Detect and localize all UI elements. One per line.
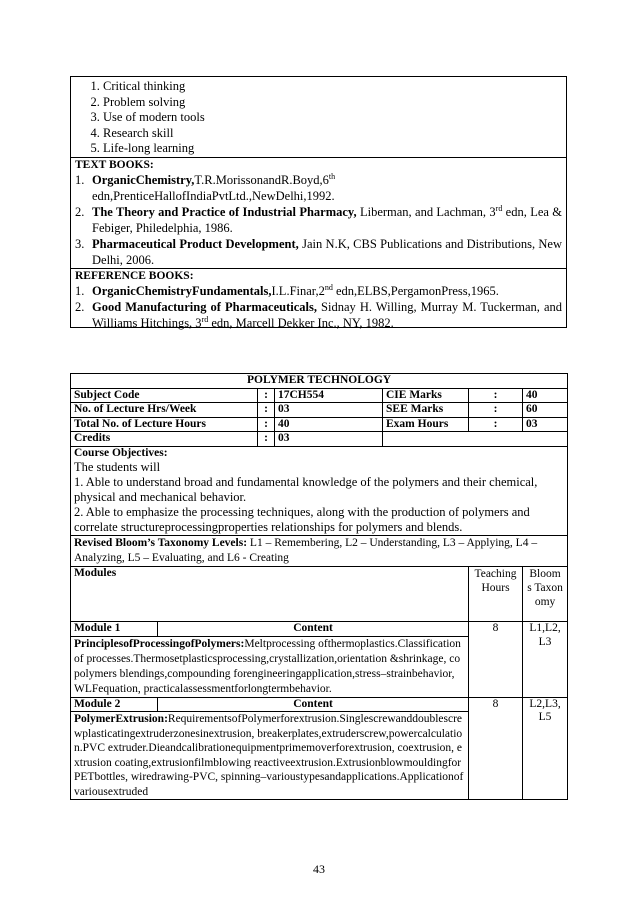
list-item: 4. Research skill	[103, 126, 566, 142]
bloom-header: Bloom s Taxonomy	[523, 567, 568, 622]
row-value: 40	[523, 388, 568, 403]
list-item: 1. Critical thinking	[103, 79, 566, 95]
row-value: 03	[275, 432, 383, 447]
teaching-hours-header: Teaching Hours	[469, 567, 523, 622]
row-label: Total No. of Lecture Hours	[71, 417, 258, 432]
colon: :	[469, 403, 523, 418]
objectives-intro: The students will	[74, 460, 161, 474]
outcomes-books-box	[70, 76, 567, 328]
course-title: POLYMER TECHNOLOGY	[71, 374, 568, 389]
row-value: 03	[275, 403, 383, 418]
reference-book-item	[75, 299, 562, 331]
row-value: 60	[523, 403, 568, 418]
item-number: 2.	[75, 204, 85, 219]
bloom-heading: Revised Bloom’s Taxonomy Levels:	[74, 537, 248, 549]
module-text: Meltprocessing ofthermoplastics.Classificationof processes.Thermosetplasticsprocessing,crystallization,orientation &shrinkage, copolymers blendings,compounding forengineeringapplication,stress–strainbehavior,WLFequation, practicalassessmentforlongtermbehavior.	[74, 637, 461, 695]
book-details: edn,ELBS,PergamonPress,1965.	[332, 283, 499, 298]
row-label: Subject Code	[71, 388, 258, 403]
module-content	[71, 712, 469, 800]
book-details: edn, Marcell Dekker Inc., NY, 1982.	[208, 315, 394, 330]
superscript: th	[328, 171, 336, 181]
text-book-item	[75, 172, 562, 204]
text-book-item	[75, 204, 562, 236]
book-details: edn,PrenticeHallofIndiaPvtLtd.,NewDelhi,1992.	[92, 188, 335, 203]
bloom-levels	[71, 536, 568, 567]
book-title: OrganicChemistry,	[92, 172, 195, 187]
table-row	[71, 417, 568, 432]
colon: :	[258, 388, 275, 403]
colon: :	[258, 432, 275, 447]
page-number: 43	[313, 862, 325, 876]
item-number: 1.	[75, 283, 85, 298]
colon: :	[469, 417, 523, 432]
course-table	[70, 373, 568, 800]
module-topic: PrinciplesofProcessingofPolymers:	[74, 637, 245, 650]
content-header: Content	[158, 697, 469, 712]
list-item: 5. Life-long learning	[103, 141, 566, 157]
row-label: SEE Marks	[383, 403, 469, 418]
superscript: rd	[201, 314, 209, 324]
objective-item: 1. Able to understand broad and fundamental knowledge of the polymers and their chemical, physical and mechanical behavior.	[74, 475, 538, 504]
item-number: 3.	[75, 236, 85, 251]
row-label: Exam Hours	[383, 417, 469, 432]
book-details: I.L.Finar,2	[271, 283, 325, 298]
module-topic: PolymerExtrusion:	[74, 713, 168, 725]
item-number: 2.	[75, 299, 85, 314]
book-title: Good Manufacturing of Pharmaceuticals,	[92, 299, 317, 314]
objective-item: 2. Able to emphasize the processing techniques, along with the production of polymers and correlate structureprocessingproperties relationships for polymers and blends.	[74, 505, 530, 534]
module-name: Module 1	[71, 622, 158, 637]
book-details: Jain N.K, CBS Publications and Distributions, New Delhi, 2006.	[92, 236, 563, 267]
module-name: Module 2	[71, 697, 158, 712]
module-content	[71, 636, 469, 697]
book-details: T.R.MorissonandR.Boyd,6	[194, 172, 329, 187]
reference-books-section	[71, 268, 566, 331]
book-title: The Theory and Practice of Industrial Pharmacy,	[92, 204, 357, 219]
list-item: 3. Use of modern tools	[103, 110, 566, 126]
module-levels: L2,L3, L5	[523, 697, 568, 800]
superscript: nd	[324, 282, 333, 292]
superscript: rd	[495, 203, 503, 213]
colon: :	[469, 388, 523, 403]
list-item: 2. Problem solving	[103, 95, 566, 111]
reference-books-heading: REFERENCE BOOKS:	[75, 269, 194, 282]
row-value: 40	[275, 417, 383, 432]
book-details: edn, Lea & Febiger, Philedelphia, 1986.	[92, 204, 562, 235]
modules-header: Modules	[71, 567, 469, 622]
row-label: No. of Lecture Hrs/Week	[71, 403, 258, 418]
reference-book-item	[75, 283, 562, 299]
module-levels: L1,L2, L3	[523, 622, 568, 698]
objectives-heading: Course Objectives:	[74, 446, 168, 459]
table-row	[71, 432, 568, 447]
book-title: Pharmaceutical Product Development,	[92, 236, 299, 251]
table-row	[71, 388, 568, 403]
table-row	[71, 403, 568, 418]
row-value: 03	[523, 417, 568, 432]
module-hours: 8	[469, 622, 523, 698]
empty-cell	[383, 432, 568, 447]
row-label: CIE Marks	[383, 388, 469, 403]
book-details: Liberman, and Lachman, 3	[356, 204, 496, 219]
item-number: 1.	[75, 172, 85, 187]
content-header: Content	[158, 622, 469, 637]
course-objectives	[71, 446, 568, 536]
module-hours: 8	[469, 697, 523, 800]
skills-list	[71, 79, 566, 157]
text-books-heading: TEXT BOOKS:	[75, 158, 154, 171]
bloom-text: L1 – Remembering, L2 – Understanding, L3 – Applying, L4 – Analyzing, L5 – Evaluating, and L6 - Creating	[74, 537, 538, 564]
module-text: RequirementsofPolymerforextrusion.Singlescrewanddoublescrewplasticatingextruderzonesinextrusion, breakerplates,extruderscrew,powercalculation.PVC extruder.Dieandcalibrationequipmentprimemoverforextrusion, coextrusion, extrusion coating,extrusionfilmblowing reactiveextrusion.ExtrusionblowmouldingforPETbottles, wiredrawing-PVC, spinning–varioustypesandapplications.Applicationofvariousextruded	[74, 713, 464, 798]
colon: :	[258, 403, 275, 418]
row-label: Credits	[71, 432, 258, 447]
row-value: 17CH554	[275, 388, 383, 403]
text-book-item	[75, 236, 562, 268]
colon: :	[258, 417, 275, 432]
text-books-section	[71, 157, 566, 268]
book-title: OrganicChemistryFundamentals,	[92, 283, 272, 298]
book-details: Sidnay H. Willing, Murray M. Tuckerman, and Williams Hitchings, 3	[92, 299, 562, 330]
